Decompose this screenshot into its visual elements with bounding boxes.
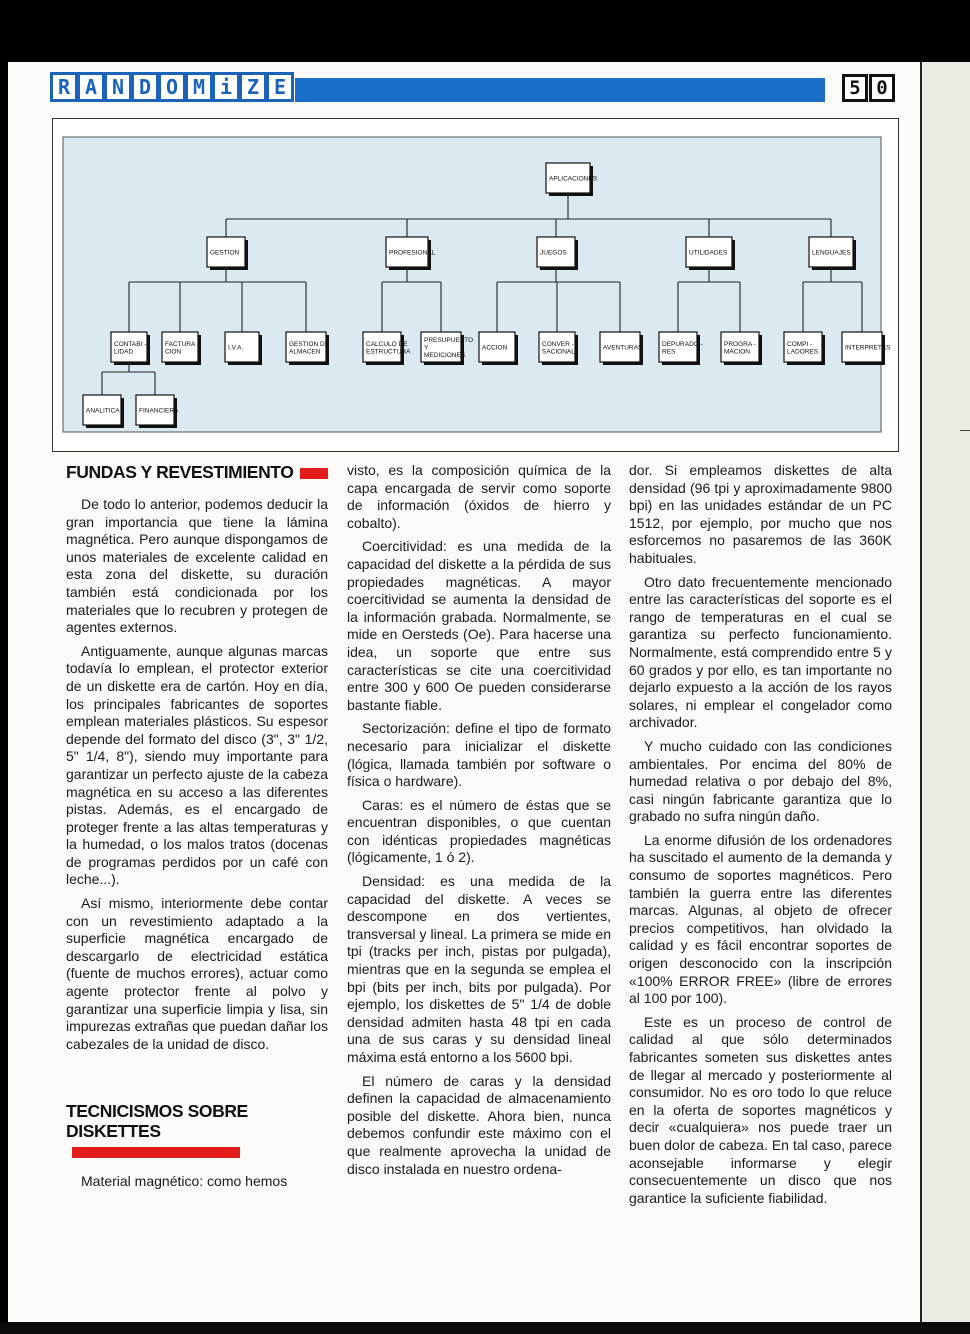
node-subcategory [659, 332, 703, 365]
paragraph: Y mucho cuidado con las condiciones ambientales. Por encima del 80% de humedad relativa o por debajo del 8%, casi ningún fabricante garantiza que lo grabado no sufra ningún daño. [629, 737, 892, 825]
heading-accent [300, 468, 328, 479]
node-label: FACTURA -CION [165, 340, 199, 356]
logo-letter: O [158, 72, 186, 102]
logo-letter: D [131, 72, 159, 102]
node-label: ACCION [482, 344, 508, 352]
node-label: CONVER -SACIONAL [542, 340, 575, 356]
applications-diagram [52, 118, 899, 452]
node-label: PROGRA -MACION [724, 340, 756, 356]
paragraph: Antiguamente, aunque algunas marcas todavía lo emplean, el protector exterior de un diskette era de cartón. Hoy en día, los principales fabricantes de soportes emplean materiales plásticos. Su espesor depende del formato del disco (3", 3" 1/2, 5" 1/4, 8"), siendo muy importante para garantizar un perfecto ajuste de la cabeza magnética en su acceso a las diferentes pistas. Además, es el encargado de proteger frente a las altas temperaturas y la humedad, o los malos tratos (docenas de programas perdidos por un café con leche...). [66, 642, 328, 888]
paragraph: La enorme difusión de los ordenadores ha suscitado el aumento de la demanda y consumo de soportes magnéticos. Pero también la guerra entre las diferentes marcas. Algunas, al objeto de ofrecer precios competitivos, han olvidado la calidad y es fácil encontrar soportes de origen desconocido con la inscripción «100% ERROR FREE» (libre de errores al 100 por 100). [629, 831, 892, 1007]
section-heading-tecnicismos: TECNICISMOS SOBRE DISKETTES [66, 1101, 328, 1161]
node-subcategory [721, 332, 762, 365]
node-subcategory [363, 332, 411, 365]
paragraph: Densidad: es una medida de la capacidad del diskette. A veces se descompone en dos vertientes, transversal y lineal. La primera se mide en tpi (tracks per inch, pistas por pulgada), mientras que en la segunda se emplea el bpi (bits per inch, bits por pulgada). Por ejemplo, los diskettes de 5" 1/4 de doble densidad admiten hasta 48 tpi en cada una de sus caras y su densidad lineal máxima está entorno a los 5600 bpi. [347, 873, 611, 1065]
node-label: I.V.A. [228, 344, 244, 352]
paragraph: Este es un proceso de control de calidad al que sólo determinados fabricantes someten sus diskettes antes de llegar al mercado y posteriormente al consumidor. No es oro todo lo que reluce en la oferta de soportes magnéticos y decir «cualquiera» nos puede traer un buen dolor de cabeza. En tal caso, parece aconsejable informarse y elegir consecuentemente un disco que nos garantice la suficiente fiabilidad. [629, 1013, 892, 1206]
logo-letter: M [185, 72, 213, 102]
paragraph: visto, es la composición química de la capa encargada de servir como soporte de información (óxidos de hierro y cobalto). [347, 462, 611, 531]
page-header [50, 72, 905, 108]
paragraph: Otro dato frecuentemente mencionado entre las características del soporte es el rango de temperaturas en el cual se garantiza su perfecto funcionamiento. Normalmente, está comprendido entre 5 y 60 grados y por ello, es tan importante no dejarlo expuesto a la acción de los rayos solares, ni emplear el congelador como archivador. [629, 573, 892, 731]
header-accent-bar [295, 78, 825, 102]
heading-accent [72, 1147, 240, 1158]
tree-diagram [63, 137, 891, 432]
paragraph: El número de caras y la densidad definen la capacidad de almacenamiento posible del diskette. Ahora bien, nunca debemos confundir este máximo con el que realmente aprovecha la unidad de disco instalada en nuestro ordena- [347, 1072, 611, 1177]
node-leaf [83, 395, 124, 428]
column-3 [629, 462, 892, 1207]
node-label: APLICACIONES [549, 175, 598, 183]
node-label: CONTABI -LIDAD [114, 340, 147, 356]
node-category [537, 237, 578, 270]
paragraph: Sectorización: define el tipo de formato necesario para inicializar el diskette (lógica, llamada también por software o física o hardware). [347, 720, 611, 790]
node-subcategory [286, 332, 330, 365]
paragraph: De todo lo anterior, podemos deducir la gran importancia que tiene la lámina magnética. Pero aunque dispongamos de unos materiales de excelente calidad en esta zona del diskette, su duración también está condicionada por los materiales que lo recubren y protegen de agentes externos. [66, 496, 328, 636]
paragraph: Así mismo, interiormente debe contar con un revestimiento adaptado a la superficie magnética encargado de descargarlo de electricidad estática (fuente de muchos errores), actuar como agente protector frente al polvo y garantizar una superficie limpia y lisa, sin impurezas extrañas que puedan dañar los cabezales de la unidad de disco. [66, 895, 328, 1052]
diagram-background [63, 137, 881, 432]
paragraph: dor. Si empleamos diskettes de alta densidad (96 tpi y aproximadamente 9800 bpi) en las unidades estándar de un PC 1512, por ejemplo, por mucho que nos esforcemos no pasaremos de las 360K habituales. [629, 462, 892, 566]
node-subcategory [539, 332, 578, 365]
node-label: COMPI -LADORES [787, 340, 819, 356]
node-aplicaciones [546, 163, 598, 196]
node-label: CALCULO DE ESTRUCTURA [366, 340, 411, 356]
node-category [386, 237, 436, 270]
paragraph: Caras: es el número de éstas que se encuentran disponibles, o que cuentan con idénticas propiedades magnéticas (lógicamente, 1 ó 2). [347, 796, 611, 866]
node-label: GESTION DE ALMACEN [289, 340, 330, 356]
section-heading-fundas: FUNDAS Y REVESTIMIENTO [66, 462, 328, 482]
node-subcategory [842, 332, 891, 365]
page-number-digit: 0 [869, 74, 895, 102]
node-subcategory [784, 332, 825, 365]
node-subcategory [479, 332, 518, 365]
node-label: PROFESIONAL [389, 249, 436, 257]
node-leaf [136, 395, 179, 428]
paragraph: Material magnético: como hemos [81, 1173, 288, 1190]
node-label: GESTION [210, 249, 240, 257]
node-label: JUEGOS [540, 249, 567, 257]
logo-letter: R [50, 72, 78, 102]
logo-letter: N [104, 72, 132, 102]
bottom-border [0, 1322, 970, 1334]
node-subcategory [162, 332, 201, 365]
node-label: DEPURADO -RES [662, 340, 703, 356]
node-subcategory [111, 332, 150, 365]
node-category [686, 237, 735, 270]
node-label: FINANCIERA [139, 407, 179, 415]
node-label: UTILIDADES [689, 249, 728, 257]
node-category [809, 237, 856, 270]
page-number-digit: 5 [842, 74, 868, 102]
node-category [207, 237, 248, 270]
next-page-edge [920, 62, 970, 1334]
node-label: AVENTURAS [603, 344, 643, 352]
node-subcategory [225, 332, 262, 365]
column-2 [347, 462, 611, 1178]
node-label: ANALITICA [86, 407, 120, 415]
page-edge-marks [960, 430, 970, 691]
logo-letter: Z [239, 72, 267, 102]
node-label: PRESUPUESTO Y MEDICIONES [424, 337, 474, 359]
node-label: INTERPRETES [845, 344, 891, 352]
logo-letter: A [77, 72, 105, 102]
node-label: LENGUAJES [812, 249, 851, 257]
logo-letter: i [212, 72, 240, 102]
paragraph: Coercitividad: es una medida de la capacidad del diskette a la pérdida de sus propiedades magnéticas. A mayor coercitividad se aumenta la densidad de la información grabada. Normalmente, se mide en Oersteds (Oe). Para hacerse una idea, un soporte que entre sus características se cite una coercitividad entre 300 y 600 Oe pueden considerarse bastante fiable. [347, 538, 611, 713]
column-1 [66, 462, 328, 1191]
node-subcategory [600, 332, 643, 365]
logo-letter: E [266, 72, 294, 102]
